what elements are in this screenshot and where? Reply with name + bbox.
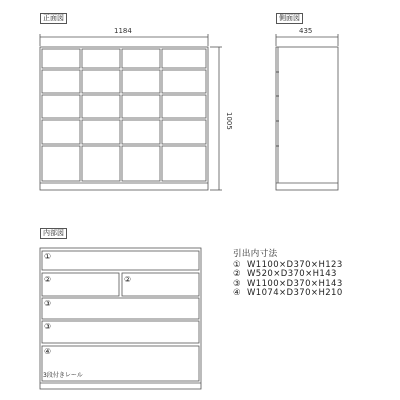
front-drawer-grid (42, 49, 206, 181)
spec-num: ③ (233, 278, 242, 289)
marker-drawer-3-b: ③ (44, 322, 52, 331)
marker-drawer-3-a: ③ (44, 299, 52, 308)
side-view-label: 側面図 (276, 13, 303, 24)
depth-dim-text: 435 (299, 27, 313, 35)
spec-text: W1074×D370×H210 (247, 288, 343, 298)
marker-drawer-1: ① (44, 252, 52, 261)
spec-num: ④ (233, 288, 242, 298)
width-dim-text: 1184 (114, 27, 132, 35)
marker-drawer-2-left: ② (44, 275, 52, 284)
side-drawer-ticks (276, 72, 279, 146)
spec-text: W1100×D370×H123 (247, 259, 343, 270)
front-view-label: 正面図 (40, 13, 67, 24)
spec-text: W1100×D370×H143 (247, 278, 343, 289)
height-dim-text: 1005 (225, 112, 233, 130)
drawer-spec-block (233, 250, 343, 299)
spec-num: ① (233, 259, 242, 270)
marker-drawer-4: ④ (44, 347, 52, 356)
marker-drawer-2-right: ② (124, 275, 132, 284)
side-cabinet-outline (276, 47, 338, 190)
internal-view-label: 内部図 (40, 228, 67, 239)
spec-row (233, 289, 343, 299)
internal-drawers (42, 251, 199, 381)
internal-cabinet-outline (40, 248, 201, 389)
spec-title: 引出内寸法 (233, 249, 278, 259)
spec-num: ② (233, 269, 242, 279)
rail-note: 3段付きレール (43, 372, 83, 379)
spec-text: W520×D370×H143 (247, 269, 337, 279)
front-cabinet-outline (40, 47, 208, 190)
